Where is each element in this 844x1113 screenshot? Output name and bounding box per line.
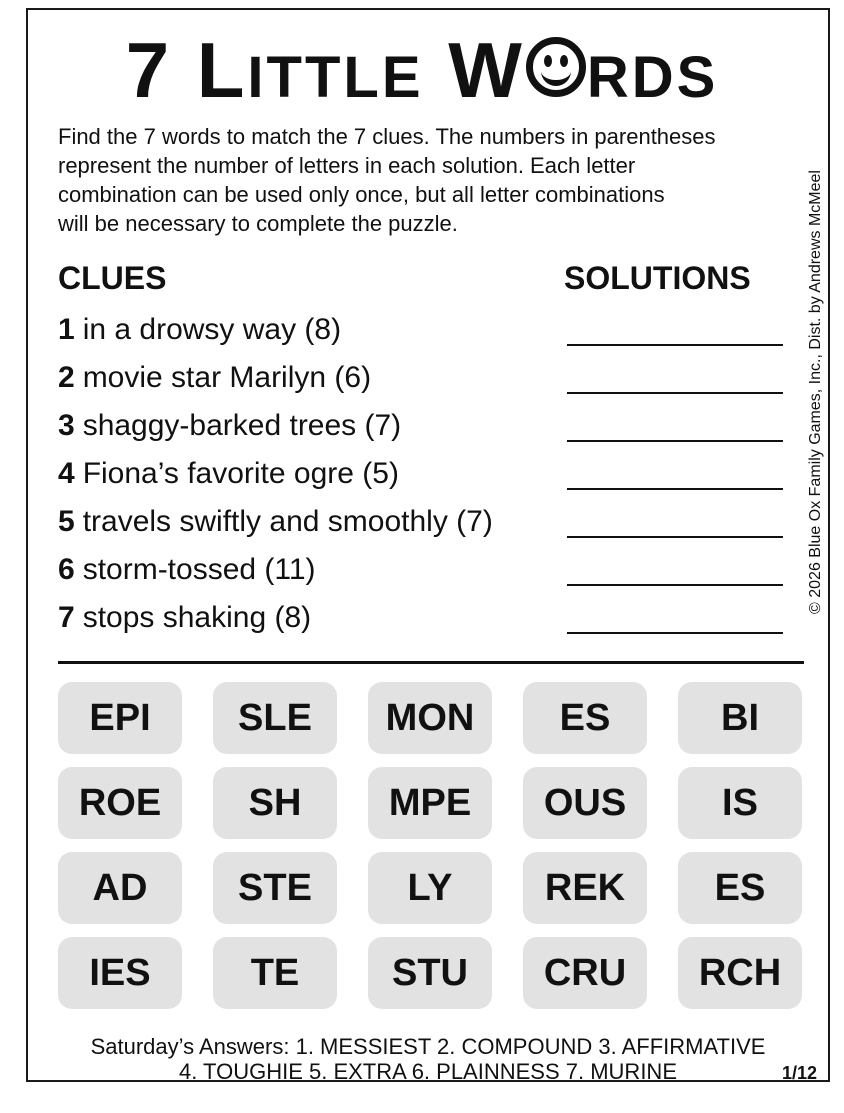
- title-ittle: ITTLE: [247, 45, 424, 110]
- letter-tile[interactable]: EPI: [58, 682, 182, 754]
- solution-line-4[interactable]: [567, 488, 783, 490]
- title-w: W: [448, 26, 525, 114]
- letter-tile[interactable]: IS: [678, 767, 802, 839]
- letter-tile[interactable]: STU: [368, 937, 492, 1009]
- clue-1: [58, 310, 341, 350]
- letter-tile[interactable]: ES: [523, 682, 647, 754]
- title-seven: 7: [125, 26, 173, 114]
- answers-line: 4. TOUGHIE 5. EXTRA 6. PLAINNESS 7. MURINE: [178, 1059, 677, 1084]
- clue-text: in a drowsy way (8): [82, 313, 342, 346]
- letter-tile[interactable]: ES: [678, 852, 802, 924]
- clue-6: [58, 550, 316, 590]
- clue-number: 1: [58, 313, 75, 346]
- letter-tile[interactable]: SH: [213, 767, 337, 839]
- clue-text: Fiona’s favorite ogre (5): [82, 457, 399, 490]
- clue-number: 4: [58, 457, 75, 490]
- letter-tile[interactable]: SLE: [213, 682, 337, 754]
- clue-7: [58, 598, 311, 638]
- letter-tile[interactable]: STE: [213, 852, 337, 924]
- divider-rule: [58, 661, 804, 664]
- clue-text: shaggy-barked trees (7): [82, 409, 402, 442]
- clue-number: 7: [58, 601, 75, 634]
- title-rds: RDS: [586, 45, 719, 110]
- clue-number: 6: [58, 553, 75, 586]
- copyright-notice: © 2026 Blue Ox Family Games, Inc., Dist. by Andrews McMeel: [807, 170, 824, 614]
- solution-line-5[interactable]: [567, 536, 783, 538]
- letter-tile[interactable]: AD: [58, 852, 182, 924]
- solution-line-3[interactable]: [567, 440, 783, 442]
- solutions-header: SOLUTIONS: [564, 260, 751, 296]
- letter-tile[interactable]: CRU: [523, 937, 647, 1009]
- letter-tile[interactable]: IES: [58, 937, 182, 1009]
- letter-tile[interactable]: ROE: [58, 767, 182, 839]
- clue-4: [58, 454, 399, 494]
- answers-line: Saturday’s Answers: 1. MESSIEST 2. COMPOUND 3. AFFIRMATIVE: [90, 1034, 766, 1059]
- puzzle-title: [0, 22, 844, 126]
- instructions: [58, 122, 810, 238]
- clue-text: stops shaking (8): [82, 601, 312, 634]
- clue-text: storm-tossed (11): [82, 553, 316, 586]
- instructions-line: Find the 7 words to match the 7 clues. The numbers in parentheses: [58, 124, 716, 149]
- letter-tile[interactable]: LY: [368, 852, 492, 924]
- puzzle-date: 1/12: [782, 1063, 818, 1083]
- clue-number: 3: [58, 409, 75, 442]
- instructions-line: will be necessary to complete the puzzle.: [58, 211, 458, 236]
- solution-line-2[interactable]: [567, 392, 783, 394]
- instructions-line: combination can be used only once, but all letter combinations: [58, 182, 665, 207]
- letter-tile[interactable]: BI: [678, 682, 802, 754]
- previous-answers: [26, 1034, 830, 1084]
- letter-tile[interactable]: MON: [368, 682, 492, 754]
- clue-3: [58, 406, 401, 446]
- solution-line-6[interactable]: [567, 584, 783, 586]
- clue-5: [58, 502, 493, 542]
- clue-text: movie star Marilyn (6): [82, 361, 372, 394]
- letter-tile[interactable]: OUS: [523, 767, 647, 839]
- instructions-line: represent the number of letters in each solution. Each letter: [58, 153, 636, 178]
- clue-number: 5: [58, 505, 75, 538]
- letter-tile[interactable]: MPE: [368, 767, 492, 839]
- clue-2: [58, 358, 371, 398]
- smiley-face-icon: [526, 37, 586, 97]
- clue-text: travels swiftly and smoothly (7): [82, 505, 493, 538]
- solution-line-7[interactable]: [567, 632, 783, 634]
- title-l: L: [196, 26, 248, 114]
- clues-header: CLUES: [58, 260, 167, 296]
- letter-tile[interactable]: REK: [523, 852, 647, 924]
- letter-tile[interactable]: TE: [213, 937, 337, 1009]
- solution-line-1[interactable]: [567, 344, 783, 346]
- smiley-mouth: [541, 62, 571, 86]
- letter-tile[interactable]: RCH: [678, 937, 802, 1009]
- clue-number: 2: [58, 361, 75, 394]
